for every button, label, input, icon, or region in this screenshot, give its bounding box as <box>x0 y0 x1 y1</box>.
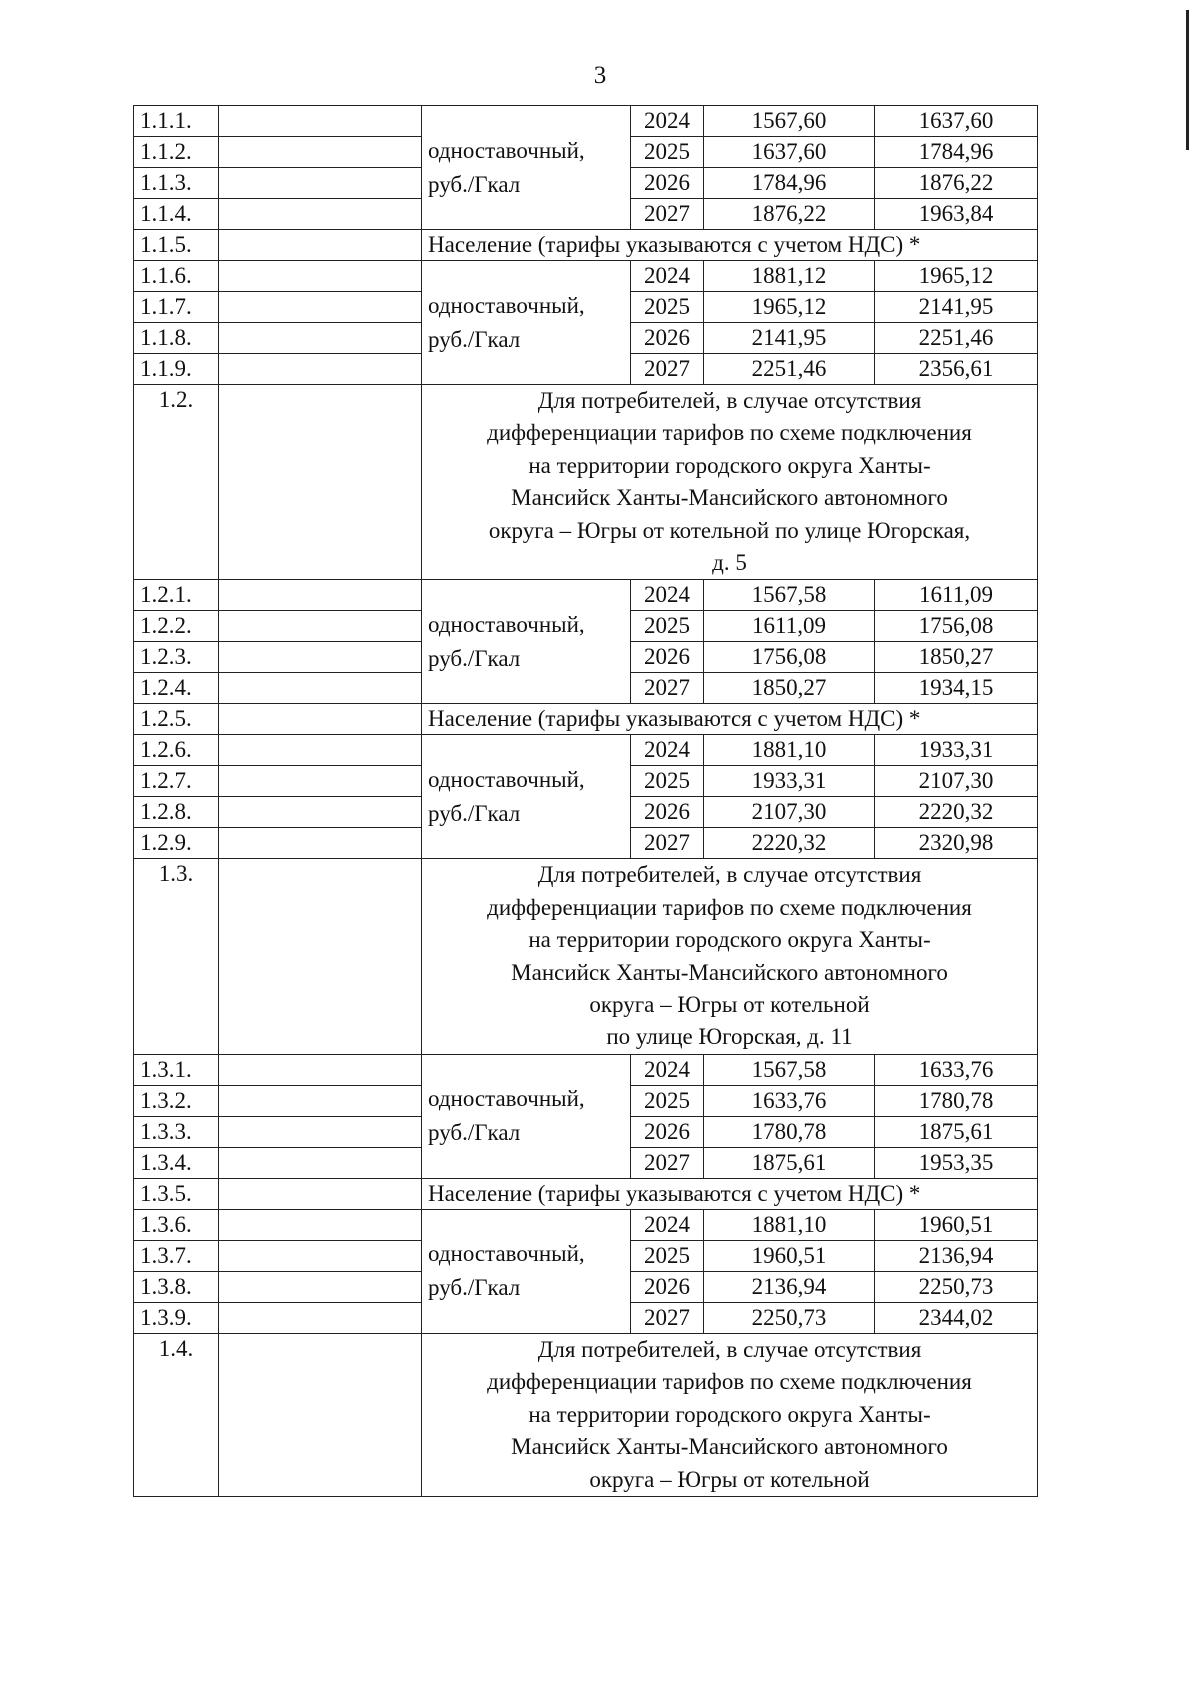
empty-cell <box>219 199 422 230</box>
tariff-end-value: 2344,02 <box>875 1302 1038 1333</box>
tariff-start-value: 2251,46 <box>704 354 875 385</box>
tariff-start-value: 1960,51 <box>704 1240 875 1271</box>
empty-cell <box>219 323 422 354</box>
description-row <box>134 859 1038 1054</box>
description-line: Для потребителей, в случае отсутствия <box>537 862 922 888</box>
empty-cell <box>219 1240 422 1271</box>
year-cell: 2024 <box>631 735 704 766</box>
row-number: 1.3.5. <box>134 1178 219 1209</box>
table-row <box>134 580 1038 611</box>
tariff-start-value: 1881,10 <box>704 1209 875 1240</box>
tariff-type-line: одноставочный, <box>428 137 585 163</box>
section-number: 1.3. <box>134 859 219 1054</box>
description-row <box>134 1333 1038 1496</box>
tariff-table <box>133 105 1038 1497</box>
row-number: 1.2.8. <box>134 797 219 828</box>
population-row <box>134 1178 1038 1209</box>
tariff-start-value: 1756,08 <box>704 642 875 673</box>
year-cell: 2026 <box>631 168 704 199</box>
tariff-type-line: руб./Гкал <box>428 326 521 352</box>
empty-cell <box>219 385 422 580</box>
tariff-start-value: 1881,12 <box>704 261 875 292</box>
tariff-start-value: 1965,12 <box>704 292 875 323</box>
tariff-end-value: 1933,31 <box>875 735 1038 766</box>
description-line: округа – Югры от котельной <box>589 992 870 1018</box>
tariff-end-value: 1850,27 <box>875 642 1038 673</box>
description-line: на территории городского округа Ханты- <box>528 452 931 478</box>
tariff-start-value: 1567,58 <box>704 580 875 611</box>
tariff-start-value: 2220,32 <box>704 828 875 859</box>
empty-cell <box>219 261 422 292</box>
empty-cell <box>219 797 422 828</box>
empty-cell <box>219 292 422 323</box>
tariff-type-line: руб./Гкал <box>428 645 521 671</box>
table-row <box>134 106 1038 137</box>
year-cell: 2027 <box>631 1147 704 1178</box>
tariff-start-value: 2107,30 <box>704 797 875 828</box>
year-cell: 2027 <box>631 1302 704 1333</box>
table-row <box>134 735 1038 766</box>
tariff-type-line: одноставочный, <box>428 611 585 637</box>
tariff-type-line: руб./Гкал <box>428 1120 521 1146</box>
year-cell: 2025 <box>631 1240 704 1271</box>
year-cell: 2027 <box>631 199 704 230</box>
row-number: 1.1.7. <box>134 292 219 323</box>
row-number: 1.3.3. <box>134 1116 219 1147</box>
description-line: дифференциации тарифов по схеме подключения <box>487 420 972 446</box>
empty-cell <box>219 230 422 261</box>
tariff-end-value: 2220,32 <box>875 797 1038 828</box>
tariff-start-value: 1850,27 <box>704 673 875 704</box>
tariff-type-line: одноставочный, <box>428 1086 585 1112</box>
tariff-end-value: 1611,09 <box>875 580 1038 611</box>
year-cell: 2025 <box>631 1085 704 1116</box>
year-cell: 2026 <box>631 797 704 828</box>
tariff-end-value: 2251,46 <box>875 323 1038 354</box>
tariff-start-value: 1633,76 <box>704 1085 875 1116</box>
description-line: Для потребителей, в случае отсутствия <box>537 388 922 413</box>
row-number: 1.2.7. <box>134 766 219 797</box>
row-number: 1.2.2. <box>134 611 219 642</box>
table-row <box>134 261 1038 292</box>
row-number: 1.1.2. <box>134 137 219 168</box>
row-number: 1.3.9. <box>134 1302 219 1333</box>
description-line: Мансийск Ханты-Мансийского автономного <box>511 485 948 511</box>
tariff-end-value: 1756,08 <box>875 611 1038 642</box>
population-row <box>134 230 1038 261</box>
year-cell: 2027 <box>631 828 704 859</box>
tariff-start-value: 1881,10 <box>704 735 875 766</box>
row-number: 1.2.3. <box>134 642 219 673</box>
empty-cell <box>219 704 422 735</box>
tariff-end-value: 1934,15 <box>875 673 1038 704</box>
tariff-start-value: 2136,94 <box>704 1271 875 1302</box>
tariff-end-value: 1633,76 <box>875 1054 1038 1085</box>
tariff-type-line: одноставочный, <box>428 292 585 318</box>
tariff-start-value: 1567,58 <box>704 1054 875 1085</box>
empty-cell <box>219 354 422 385</box>
population-heading: Население (тарифы указываются с учетом НДС) * <box>422 704 1038 735</box>
empty-cell <box>219 1085 422 1116</box>
row-number: 1.3.1. <box>134 1054 219 1085</box>
empty-cell <box>219 1054 422 1085</box>
tariff-type-cell <box>422 1054 631 1178</box>
population-heading: Население (тарифы указываются с учетом НДС) * <box>422 230 1038 261</box>
empty-cell <box>219 611 422 642</box>
row-number: 1.1.8. <box>134 323 219 354</box>
year-cell: 2024 <box>631 1209 704 1240</box>
year-cell: 2025 <box>631 137 704 168</box>
empty-cell <box>219 1302 422 1333</box>
year-cell: 2027 <box>631 673 704 704</box>
year-cell: 2026 <box>631 642 704 673</box>
tariff-start-value: 1567,60 <box>704 106 875 137</box>
population-heading: Население (тарифы указываются с учетом НДС) * <box>422 1178 1038 1209</box>
tariff-end-value: 1784,96 <box>875 137 1038 168</box>
section-description <box>422 1333 1038 1496</box>
tariff-end-value: 1876,22 <box>875 168 1038 199</box>
description-line: Мансийск Ханты-Мансийского автономного <box>511 959 948 985</box>
tariff-type-cell <box>422 1209 631 1333</box>
description-line: Для потребителей, в случае отсутствия <box>537 1336 922 1362</box>
page-number: 3 <box>593 62 607 89</box>
tariff-type-cell <box>422 106 631 230</box>
tariff-end-value: 2107,30 <box>875 766 1038 797</box>
empty-cell <box>219 859 422 1054</box>
description-line: дифференциации тарифов по схеме подключения <box>487 1369 972 1395</box>
empty-cell <box>219 1209 422 1240</box>
tariff-end-value: 2356,61 <box>875 354 1038 385</box>
year-cell: 2027 <box>631 354 704 385</box>
tariff-start-value: 1784,96 <box>704 168 875 199</box>
tariff-start-value: 1933,31 <box>704 766 875 797</box>
row-number: 1.3.2. <box>134 1085 219 1116</box>
year-cell: 2024 <box>631 261 704 292</box>
empty-cell <box>219 1178 422 1209</box>
tariff-start-value: 1611,09 <box>704 611 875 642</box>
empty-cell <box>219 642 422 673</box>
section-description <box>422 385 1038 580</box>
tariff-type-line: руб./Гкал <box>428 1275 521 1301</box>
row-number: 1.1.5. <box>134 230 219 261</box>
tariff-end-value: 1875,61 <box>875 1116 1038 1147</box>
row-number: 1.1.6. <box>134 261 219 292</box>
tariff-start-value: 1637,60 <box>704 137 875 168</box>
row-number: 1.2.9. <box>134 828 219 859</box>
tariff-end-value: 1965,12 <box>875 261 1038 292</box>
year-cell: 2024 <box>631 1054 704 1085</box>
description-line: д. 5 <box>712 550 747 576</box>
year-cell: 2026 <box>631 1271 704 1302</box>
description-line: округа – Югры от котельной по улице Югорская, <box>488 517 971 543</box>
description-line: по улице Югорская, д. 11 <box>606 1024 853 1050</box>
row-number: 1.2.1. <box>134 580 219 611</box>
row-number: 1.2.5. <box>134 704 219 735</box>
tariff-end-value: 1953,35 <box>875 1147 1038 1178</box>
tariff-start-value: 2250,73 <box>704 1302 875 1333</box>
table-row <box>134 1209 1038 1240</box>
tariff-start-value: 1876,22 <box>704 199 875 230</box>
tariff-end-value: 1960,51 <box>875 1209 1038 1240</box>
description-row <box>134 385 1038 580</box>
empty-cell <box>219 106 422 137</box>
tariff-type-line: руб./Гкал <box>428 800 521 826</box>
row-number: 1.2.6. <box>134 735 219 766</box>
tariff-end-value: 1963,84 <box>875 199 1038 230</box>
description-line: дифференциации тарифов по схеме подключения <box>487 894 972 920</box>
tariff-end-value: 2250,73 <box>875 1271 1038 1302</box>
tariff-end-value: 2320,98 <box>875 828 1038 859</box>
year-cell: 2026 <box>631 323 704 354</box>
row-number: 1.1.1. <box>134 106 219 137</box>
description-line: на территории городского округа Ханты- <box>528 1401 931 1427</box>
description-line: на территории городского округа Ханты- <box>528 927 931 953</box>
tariff-end-value: 2141,95 <box>875 292 1038 323</box>
row-number: 1.3.6. <box>134 1209 219 1240</box>
row-number: 1.1.9. <box>134 354 219 385</box>
tariff-table-body <box>134 106 1038 1497</box>
empty-cell <box>219 1333 422 1496</box>
section-description <box>422 859 1038 1054</box>
tariff-type-cell <box>422 735 631 859</box>
row-number: 1.3.4. <box>134 1147 219 1178</box>
empty-cell <box>219 1116 422 1147</box>
empty-cell <box>219 168 422 199</box>
tariff-start-value: 1875,61 <box>704 1147 875 1178</box>
tariff-end-value: 1780,78 <box>875 1085 1038 1116</box>
description-line: Мансийск Ханты-Мансийского автономного <box>511 1434 948 1460</box>
tariff-type-line: одноставочный, <box>428 766 585 792</box>
tariff-type-cell <box>422 580 631 704</box>
empty-cell <box>219 1271 422 1302</box>
year-cell: 2025 <box>631 766 704 797</box>
population-row <box>134 704 1038 735</box>
year-cell: 2025 <box>631 292 704 323</box>
row-number: 1.3.7. <box>134 1240 219 1271</box>
year-cell: 2026 <box>631 1116 704 1147</box>
table-row <box>134 1054 1038 1085</box>
year-cell: 2025 <box>631 611 704 642</box>
row-number: 1.1.3. <box>134 168 219 199</box>
tariff-end-value: 2136,94 <box>875 1240 1038 1271</box>
section-number: 1.4. <box>134 1333 219 1496</box>
tariff-type-cell <box>422 261 631 385</box>
year-cell: 2024 <box>631 580 704 611</box>
tariff-start-value: 2141,95 <box>704 323 875 354</box>
empty-cell <box>219 766 422 797</box>
tariff-end-value: 1637,60 <box>875 106 1038 137</box>
row-number: 1.3.8. <box>134 1271 219 1302</box>
empty-cell <box>219 828 422 859</box>
empty-cell <box>219 137 422 168</box>
tariff-type-line: одноставочный, <box>428 1241 585 1267</box>
empty-cell <box>219 673 422 704</box>
row-number: 1.2.4. <box>134 673 219 704</box>
tariff-type-line: руб./Гкал <box>428 171 521 197</box>
empty-cell <box>219 735 422 766</box>
tariff-start-value: 1780,78 <box>704 1116 875 1147</box>
empty-cell <box>219 580 422 611</box>
row-number: 1.1.4. <box>134 199 219 230</box>
description-line: округа – Югры от котельной <box>589 1466 870 1492</box>
year-cell: 2024 <box>631 106 704 137</box>
section-number: 1.2. <box>134 385 219 580</box>
empty-cell <box>219 1147 422 1178</box>
